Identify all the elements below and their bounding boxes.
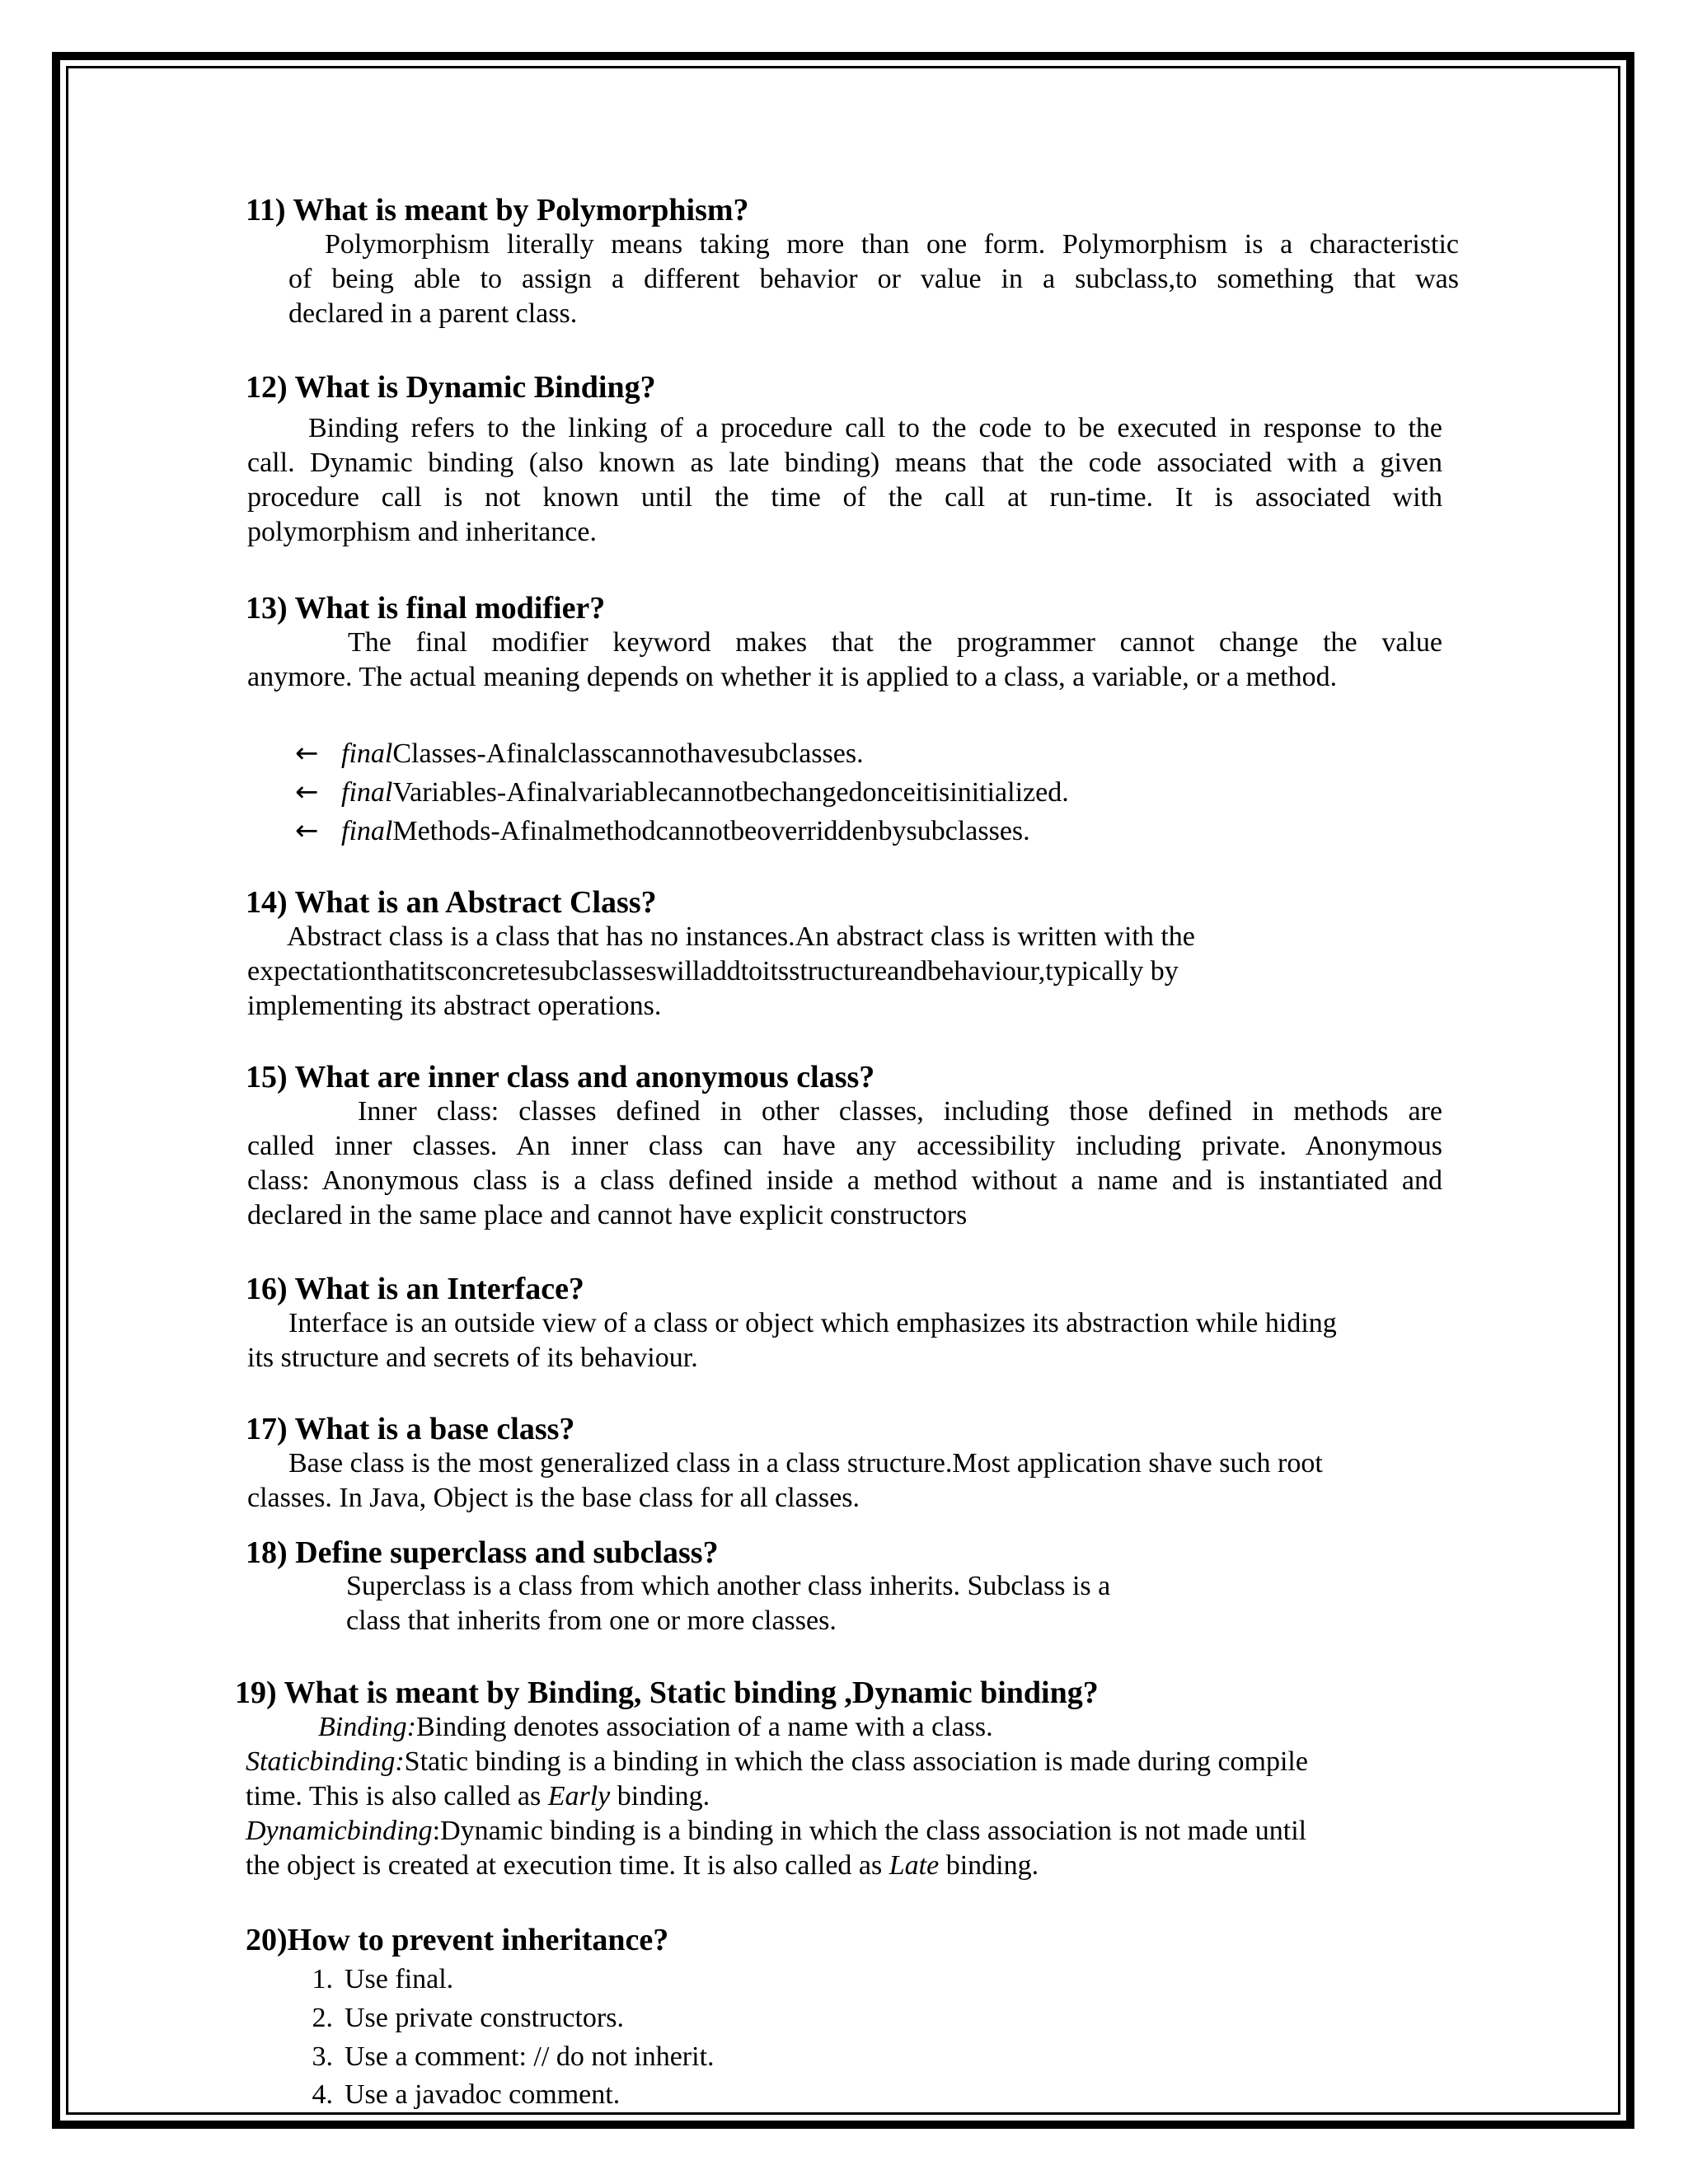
q19-dynamic-late: Late bbox=[889, 1850, 940, 1881]
q14-answer bbox=[247, 920, 1442, 1024]
q20-item-1 bbox=[288, 1962, 453, 1997]
q15-line-4: declared in the same place and cannot have explicit constructors bbox=[247, 1200, 968, 1230]
q13-answer bbox=[247, 626, 1442, 695]
q12-heading: 12) What is Dynamic Binding? bbox=[246, 370, 656, 405]
q18-line-1: Superclass is a class from which another class inherits. Subclass is a bbox=[346, 1571, 1111, 1601]
q13-bullet-1-keyword: final bbox=[341, 738, 393, 769]
q13-bullet-2-text: Variables-Afinalvariablecannotbechangedonceitisinitialized. bbox=[392, 777, 1069, 808]
q19-binding-text: Binding denotes association of a name with a class. bbox=[415, 1712, 993, 1742]
q19-static-text: Static binding is a binding in which the class association is made during compile bbox=[404, 1746, 1308, 1777]
q17-line-2: classes. In Java, Object is the base class for all classes. bbox=[247, 1483, 860, 1513]
q19-static-line-2-post: binding. bbox=[610, 1781, 710, 1811]
q13-bullet-2 bbox=[295, 775, 1069, 810]
q11-line-1: Polymorphism literally means taking more than one form. Polymorphism is a characteristic bbox=[325, 229, 1459, 260]
q20-item-4-text: Use a javadoc comment. bbox=[345, 2079, 621, 2110]
q19-dynamic-text: :Dynamic binding is a binding in which the class association is not made until bbox=[432, 1816, 1307, 1846]
q19-dynamic-line-2 bbox=[246, 1849, 1441, 1883]
q13-heading: 13) What is final modifier? bbox=[246, 591, 606, 626]
q19-binding-term: Binding: bbox=[318, 1712, 416, 1742]
left-arrow-icon: ← bbox=[295, 737, 319, 770]
q20-item-3 bbox=[288, 2040, 715, 2074]
q20-item-3-text: Use a comment: // do not inherit. bbox=[345, 2041, 715, 2072]
q14-line-3: implementing its abstract operations. bbox=[247, 991, 662, 1021]
q20-item-1-number: 1. bbox=[312, 1964, 333, 1994]
q11-answer bbox=[288, 227, 1459, 331]
q20-item-2-text: Use private constructors. bbox=[345, 2003, 624, 2033]
q13-bullet-3 bbox=[295, 813, 1030, 849]
q19-dynamic-line-2-post: binding. bbox=[939, 1850, 1039, 1881]
q15-line-2: called inner classes. An inner class can have any accessibility including private. Anonymous bbox=[247, 1131, 1442, 1161]
q13-bullet-1-text: Classes-Afinalclasscannothavesubclasses. bbox=[392, 738, 864, 769]
q19-static-line-2-pre: time. This is also called as bbox=[246, 1781, 548, 1811]
q20-heading: 20)How to prevent inheritance? bbox=[246, 1923, 669, 1957]
q19-static-early: Early bbox=[547, 1781, 611, 1811]
q11-heading: 11) What is meant by Polymorphism? bbox=[246, 193, 749, 227]
q16-line-1: Interface is an outside view of a class or object which emphasizes its abstraction while hiding bbox=[288, 1308, 1337, 1338]
q13-bullet-3-text: Methods-Afinalmethodcannotbeoverriddenbysubclasses. bbox=[392, 816, 1030, 846]
q18-heading: 18) Define superclass and subclass? bbox=[246, 1535, 719, 1570]
q19-dynamic-line-2-pre: the object is created at execution time. It is also called as bbox=[246, 1850, 889, 1881]
q12-line-2: call. Dynamic binding (also known as late binding) means that the code associated with a given bbox=[247, 448, 1442, 478]
q15-line-3: class: Anonymous class is a class defined inside a method without a name and is instantiated and bbox=[247, 1165, 1442, 1196]
q11-line-2: of being able to assign a different behavior or value in a subclass,to something that was bbox=[288, 264, 1459, 294]
left-arrow-icon: ← bbox=[295, 814, 319, 847]
q11-line-3: declared in a parent class. bbox=[288, 298, 578, 329]
q13-line-1: The final modifier keyword makes that the programmer cannot change the value bbox=[348, 627, 1442, 658]
q17-line-1: Base class is the most generalized class in a class structure.Most application shave such root bbox=[288, 1448, 1323, 1479]
q13-bullet-3-keyword: final bbox=[341, 816, 393, 846]
left-arrow-icon: ← bbox=[295, 776, 319, 808]
q12-line-1: Binding refers to the linking of a procedure call to the code to be executed in response to the bbox=[308, 413, 1442, 443]
q15-heading: 15) What are inner class and anonymous class? bbox=[246, 1060, 875, 1094]
q17-answer bbox=[247, 1446, 1442, 1516]
q17-heading: 17) What is a base class? bbox=[246, 1412, 575, 1446]
q19-static-line-2 bbox=[246, 1779, 1441, 1814]
q19-static-term: Staticbinding: bbox=[246, 1746, 405, 1777]
q13-line-2: anymore. The actual meaning depends on whether it is applied to a class, a variable, or a method. bbox=[247, 662, 1338, 692]
q12-line-3: procedure call is not known until the time of the call at run-time. It is associated with bbox=[247, 482, 1442, 513]
q14-line-1: Abstract class is a class that has no instances.An abstract class is written with the bbox=[287, 921, 1195, 952]
q14-line-2: expectationthatitsconcretesubclasseswilladdtoitsstructureandbehaviour,typically by bbox=[247, 956, 1179, 987]
q20-item-1-text: Use final. bbox=[345, 1964, 454, 1994]
q14-heading: 14) What is an Abstract Class? bbox=[246, 885, 657, 920]
q19-binding-line bbox=[246, 1710, 1441, 1745]
q20-item-4 bbox=[288, 2078, 620, 2112]
q16-answer bbox=[247, 1306, 1442, 1376]
q19-dynamic-line-1 bbox=[246, 1814, 1441, 1849]
q12-answer bbox=[247, 411, 1442, 550]
q12-line-4: polymorphism and inheritance. bbox=[247, 517, 597, 547]
q20-item-2 bbox=[288, 2001, 624, 2036]
q18-line-2: class that inherits from one or more classes. bbox=[346, 1605, 837, 1636]
q20-item-4-number: 4. bbox=[312, 2079, 333, 2110]
q15-line-1: Inner class: classes defined in other classes, including those defined in methods are bbox=[358, 1096, 1442, 1127]
q19-heading: 19) What is meant by Binding, Static binding ,Dynamic binding? bbox=[235, 1675, 1099, 1710]
q19-answer bbox=[246, 1710, 1441, 1883]
q16-heading: 16) What is an Interface? bbox=[246, 1272, 584, 1306]
q15-answer bbox=[247, 1094, 1442, 1233]
q19-dynamic-term: Dynamicbinding bbox=[246, 1816, 433, 1846]
q16-line-2: its structure and secrets of its behaviour. bbox=[247, 1343, 698, 1373]
q20-item-2-number: 2. bbox=[312, 2003, 333, 2033]
q13-bullet-1 bbox=[295, 736, 864, 771]
q20-item-3-number: 3. bbox=[312, 2041, 333, 2072]
q19-static-line-1 bbox=[246, 1745, 1441, 1779]
q13-bullet-2-keyword: final bbox=[341, 777, 393, 808]
q18-answer bbox=[346, 1569, 1418, 1638]
